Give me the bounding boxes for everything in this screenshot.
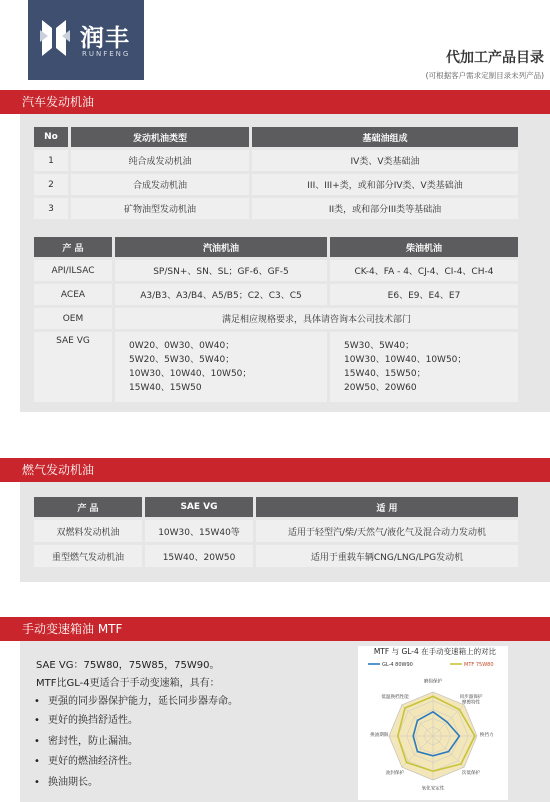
- table-cell: 适用于轻型汽/柴/天然气/液化气及混合动力发动机: [256, 520, 518, 542]
- bullet-icon: •: [34, 696, 40, 707]
- list-item: 15W40、15W50；: [344, 369, 426, 379]
- table-cell: SP/SN+、SN、SL；GF-6、GF-5: [115, 260, 327, 281]
- section-bar-mtf: [0, 617, 550, 641]
- bullet-icon: •: [34, 777, 40, 788]
- list-item: • 更好的燃油经济性。: [34, 756, 138, 767]
- radar-legend-label: GL-4 80W90: [382, 662, 413, 668]
- section-title-mtf: 手动变速箱油 MTF: [22, 622, 123, 636]
- table-cell: E6、E9、E4、E7: [330, 284, 518, 305]
- row-label-acea: ACEA: [34, 284, 112, 305]
- table-cell: III、III+类，或和部分IV类、V类基础油: [252, 174, 518, 195]
- table-cell: II类，或和部分III类等基础油: [252, 198, 518, 219]
- table-cell: 满足相应规格要求，具体请咨询本公司技术部门: [115, 308, 518, 329]
- bullet-icon: •: [34, 736, 40, 747]
- col-header-no: No: [34, 127, 68, 147]
- table-cell: 1: [34, 150, 68, 171]
- radar-axis-label: 次低保护: [461, 770, 481, 776]
- gas-table: [31, 494, 521, 570]
- list-item: 15W40、15W50: [129, 383, 202, 393]
- radar-axis-label: 同步器保护摩擦特性: [459, 695, 483, 706]
- table-cell: A3/B3、A3/B4、A5/B5；C2、C3、C5: [115, 284, 327, 305]
- radar-axis-label: 氧化安定性: [421, 786, 445, 792]
- auto-spec-table: [31, 234, 521, 405]
- list-item: 10W30、10W40、10W50；: [344, 355, 467, 365]
- list-item: • 换油期长。: [34, 777, 98, 788]
- col-header-apply: 适 用: [256, 497, 518, 517]
- radar-axis-label: 油封保护: [385, 770, 405, 776]
- bullet-icon: •: [34, 715, 40, 726]
- table-cell: 3: [34, 198, 68, 219]
- list-item: • 密封性，防止漏油。: [34, 736, 138, 747]
- table-cell: 重型燃气发动机油: [34, 545, 142, 567]
- brand-mark-icon: [38, 20, 72, 56]
- list-item: 10W30、10W40、10W50；: [129, 369, 252, 379]
- col-header-base: 基础油组成: [252, 127, 518, 147]
- page-title: 代加工产品目录: [446, 50, 544, 66]
- saevg-gas-cell: [115, 332, 327, 402]
- table-cell: 双燃料发动机油: [34, 520, 142, 542]
- mtf-sae: SAE VG：75W80，75W85，75W90。: [36, 660, 220, 671]
- row-label-saevg: SAE VG: [34, 332, 112, 402]
- table-cell: 纯合成发动机油: [71, 150, 249, 171]
- radar-title: MTF 与 GL-4 在手动变速箱上的对比: [373, 647, 497, 656]
- col-header-product: 产 品: [34, 497, 142, 517]
- brand-logo: [28, 0, 144, 80]
- bullet-icon: •: [34, 756, 40, 767]
- radar-axis-label: 磨损保护: [423, 679, 443, 685]
- mtf-intro: MTF比GL-4更适合于手动变速箱，具有：: [36, 678, 220, 689]
- page-note: (可根据客户需求定制目录未列产品): [425, 71, 544, 80]
- radar-axis-label: 换油期限: [370, 733, 389, 738]
- section-title-gas: 燃气发动机油: [22, 463, 95, 477]
- radar-legend-label: MTF 75W80: [464, 662, 494, 668]
- col-header-saevg: SAE VG: [145, 497, 253, 517]
- table-cell: CK-4、FA - 4、CJ-4、CI-4、CH-4: [330, 260, 518, 281]
- col-header-diesel: 柴油机油: [330, 237, 518, 257]
- brand-name: 润丰: [80, 24, 130, 52]
- radar-axis-label: 换挡力: [479, 733, 494, 738]
- list-item: • 更强的同步器保护能力，延长同步器寿命。: [34, 696, 238, 707]
- row-label-oem: OEM: [34, 308, 112, 329]
- section-title-auto: 汽车发动机油: [22, 95, 95, 109]
- col-header-gasoline: 汽油机油: [115, 237, 327, 257]
- list-item: • 更好的换挡舒适性。: [34, 715, 138, 726]
- list-item: 5W30、5W40；: [344, 341, 415, 351]
- table-cell: 矿物油型发动机油: [71, 198, 249, 219]
- list-item: 20W50、20W60: [344, 383, 417, 393]
- auto-type-table: [31, 124, 521, 222]
- table-cell: 10W30、15W40等: [145, 520, 253, 542]
- table-cell: 15W40、20W50: [145, 545, 253, 567]
- list-item: 5W20、5W30、5W40；: [129, 355, 235, 365]
- row-label-api: API/ILSAC: [34, 260, 112, 281]
- table-cell: 合成发动机油: [71, 174, 249, 195]
- table-cell: 适用于重载车辆CNG/LNG/LPG发动机: [256, 545, 518, 567]
- table-cell: 2: [34, 174, 68, 195]
- radar-chart: [358, 656, 508, 800]
- col-header-product: 产 品: [34, 237, 112, 257]
- table-cell: IV类、V类基础油: [252, 150, 518, 171]
- saevg-diesel-cell: [330, 332, 518, 402]
- col-header-type: 发动机油类型: [71, 127, 249, 147]
- brand-sub: RUNFENG: [82, 50, 131, 58]
- section-bar-gas: [0, 458, 550, 482]
- section-bar-auto: [0, 90, 550, 114]
- radar-axis-label: 低温换档性能: [381, 695, 409, 701]
- list-item: 0W20、0W30、0W40；: [129, 341, 235, 351]
